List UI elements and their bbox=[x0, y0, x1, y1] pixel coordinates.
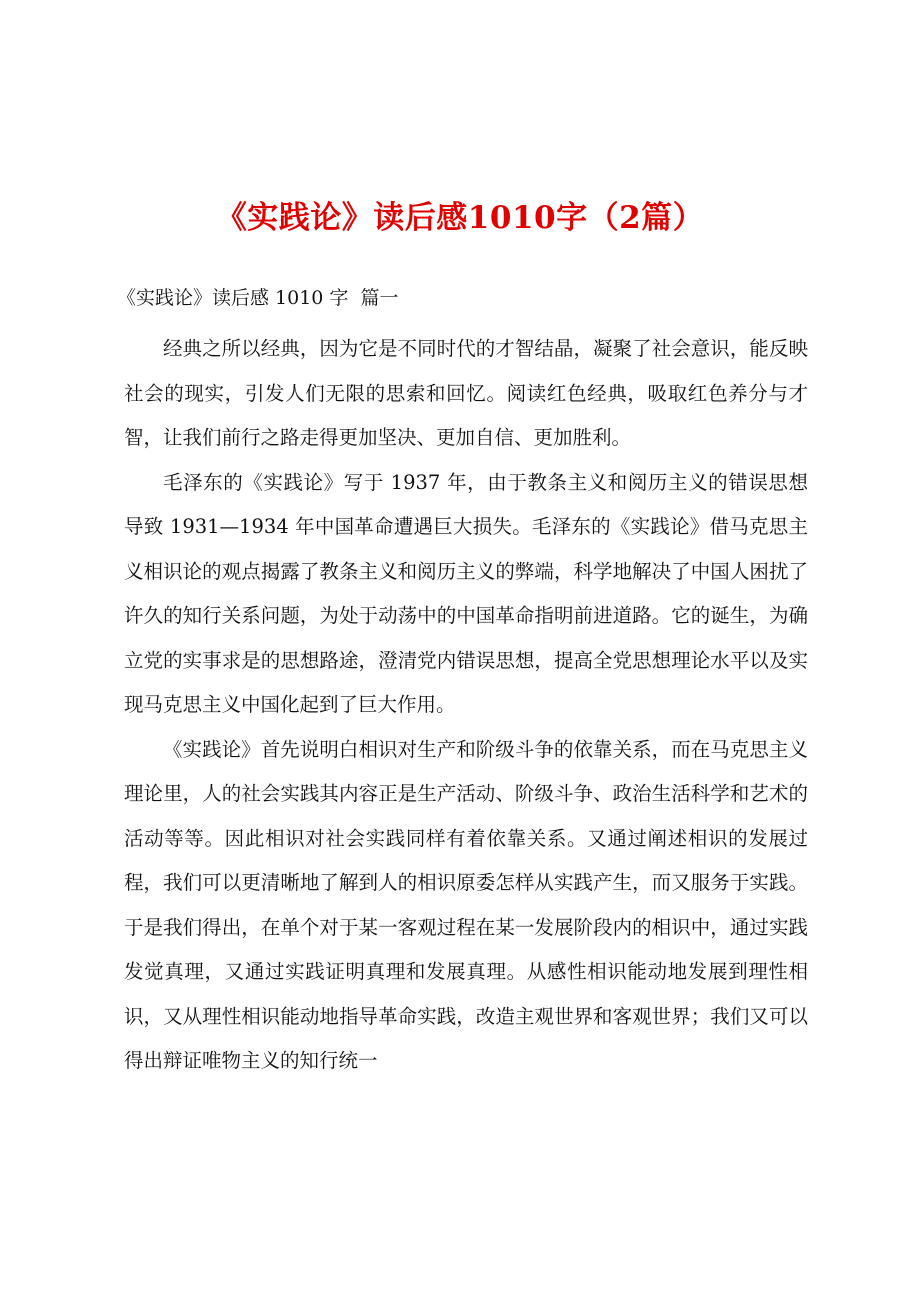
paragraph: 经典之所以经典，因为它是不同时代的才智结晶，凝聚了社会意识，能反映社会的现实，引发人们无限的思索和回忆。阅读红色经典，吸取红色养分与才智，让我们前行之路走得更加坚决、更加自信、更加胜利。 bbox=[124, 337, 808, 449]
paragraph: 《实践论》首先说明白相识对生产和阶级斗争的依靠关系，而在马克思主义理论里，人的社会实践其内容正是生产活动、阶级斗争、政治生活科学和艺术的活动等等。因此相识对社会实践同样有着依靠关系。又通过阐述相识的发展过程，我们可以更清晰地了解到人的相识原委怎样从实践产生，而又服务于实践。于是我们得出，在单个对于某一客观过程在某一发展阶段内的相识中，通过实践发觉真理，又通过实践证明真理和发展真理。从感性相识能动地发展到理性相识，又从理性相识能动地指导革命实践，改造主观世界和客观世界；我们又可以得出辩证唯物主义的知行统一 bbox=[124, 737, 808, 1072]
document-body bbox=[124, 327, 808, 1084]
paragraph: 毛泽东的《实践论》写于 1937 年，由于教条主义和阅历主义的错误思想导致 1931—1934 年中国革命遭遇巨大损失。毛泽东的《实践论》借马克思主义相识论的观点揭露了教条主义和阅历主义的弊端，科学地解决了中国人困扰了许久的知行关系问题，为处于动荡中的中国革命指明前进道路。它的诞生，为确立党的实事求是的思想路途，澄清党内错误思想，提高全党思想理论水平以及实现马克思主义中国化起到了巨大作用。 bbox=[124, 470, 808, 716]
document-title: 《实践论》读后感1010字（2篇） bbox=[215, 200, 705, 236]
section-heading: 《实践论》读后感 1010 字 篇一 bbox=[117, 287, 399, 309]
